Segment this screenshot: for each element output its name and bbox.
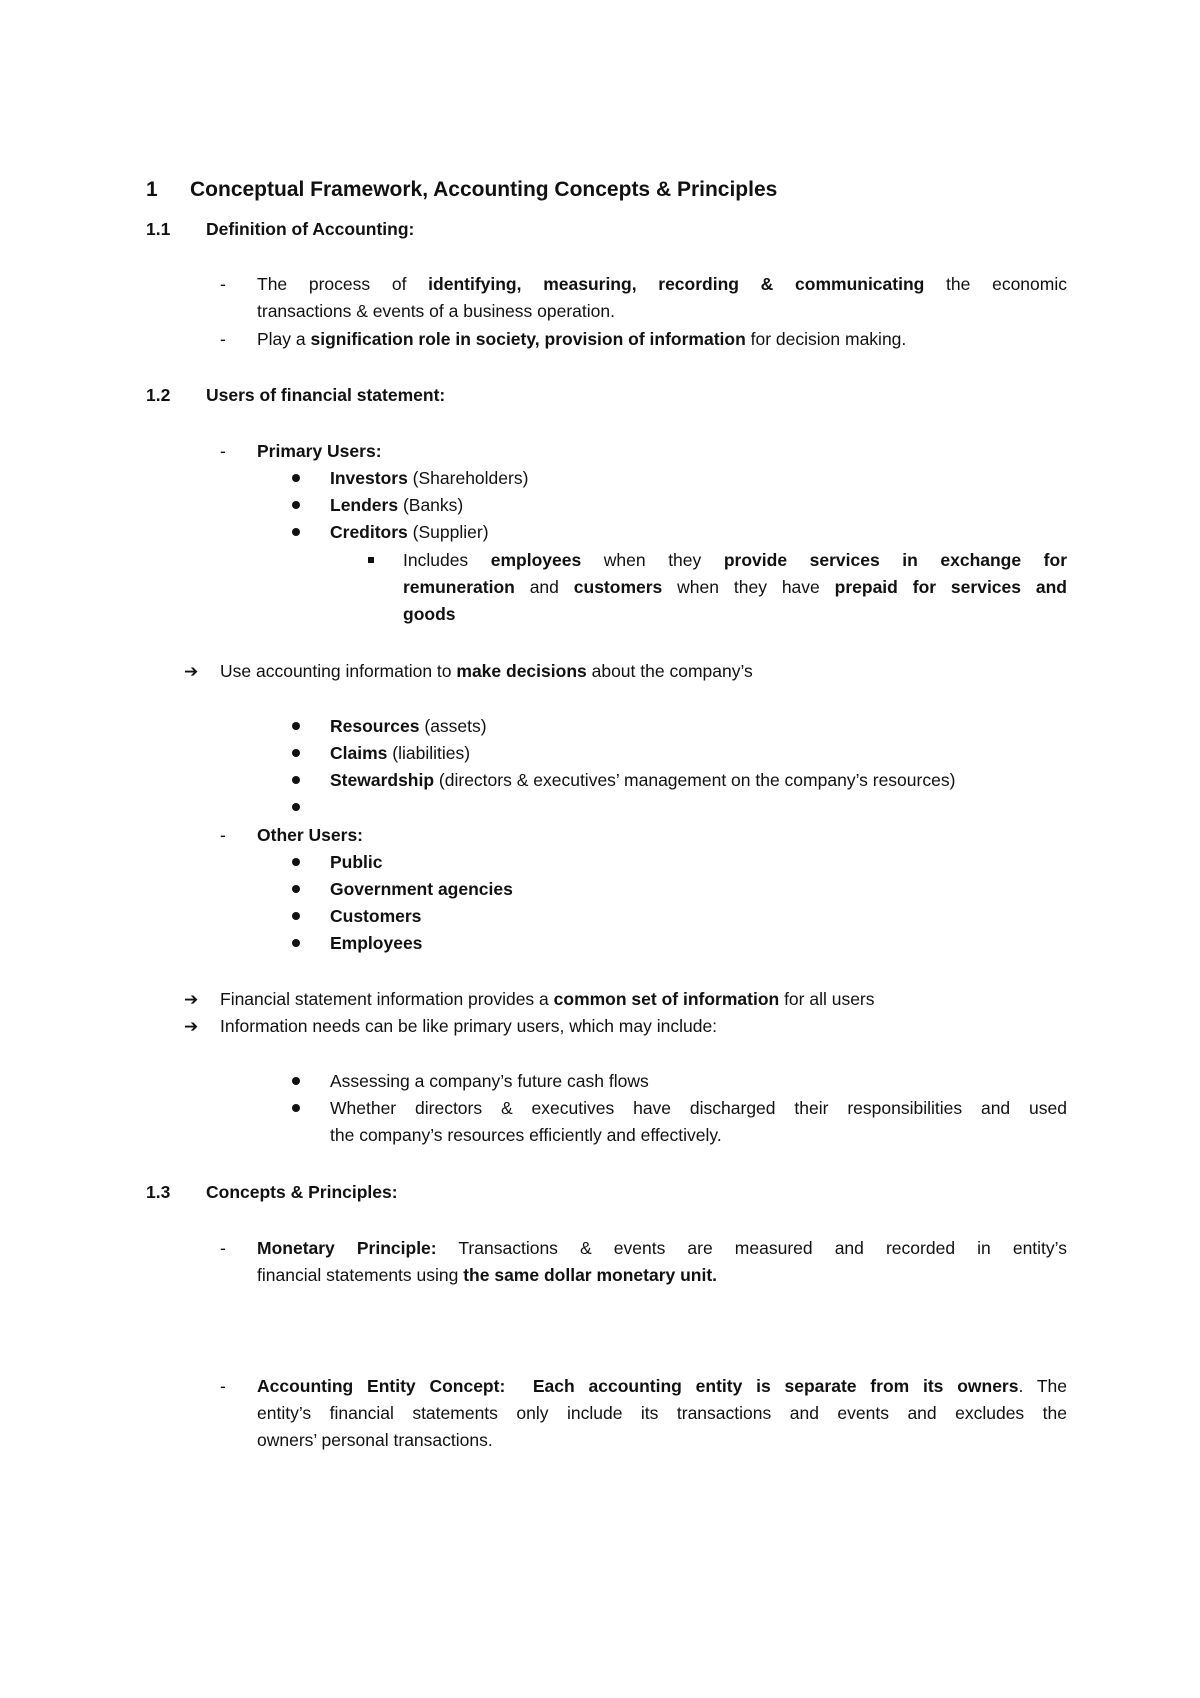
bullet-dot [292, 474, 300, 482]
subsection-title-1-2: Users of financial statement: [206, 385, 446, 405]
subsection-number: 1.1 [146, 219, 171, 239]
arrow-right-icon: ➔ [184, 662, 199, 681]
square-bullet [368, 557, 374, 563]
entity-line-3: owners’ personal transactions. [257, 1430, 493, 1450]
entity-line-1: Accounting Entity Concept: Each accounting entity is separate from its owners. The [257, 1376, 1067, 1396]
subsection-title-1-1: Definition of Accounting: [206, 219, 415, 239]
bullet-dot [292, 1104, 300, 1112]
monetary-line-1: Monetary Principle: Transactions & events are measured and recorded in entity’s [257, 1238, 1067, 1258]
bullet-dot [292, 1077, 300, 1085]
bullet-dot [292, 939, 300, 947]
section-number: 1 [146, 178, 158, 201]
bullet-dot [292, 749, 300, 757]
dash-bullet: - [220, 441, 226, 461]
definition-line-2: transactions & events of a business operation. [257, 301, 615, 321]
section-title: Conceptual Framework, Accounting Concepts & Principles [190, 178, 778, 201]
dash-bullet: - [220, 1376, 226, 1396]
primary-users-label: Primary Users: [257, 441, 382, 461]
dash-bullet: - [220, 825, 226, 845]
subitem-line-1: Includes employees when they provide services in exchange for [403, 550, 1067, 570]
dash-bullet: - [220, 329, 226, 349]
subsection-number-1-3: 1.3 [146, 1182, 171, 1202]
subsection-number-1-2: 1.2 [146, 385, 171, 405]
arrow-right-icon: ➔ [184, 990, 199, 1009]
dash-bullet: - [220, 1238, 226, 1258]
bullet-dot [292, 722, 300, 730]
arrow-right-icon: ➔ [184, 1017, 199, 1036]
definition-line-3: Play a signification role in society, provision of information for decision making. [257, 329, 907, 349]
monetary-line-2: financial statements using the same dollar monetary unit. [257, 1265, 718, 1285]
subsection-title-1-3: Concepts & Principles: [206, 1182, 398, 1202]
bullet-dot [292, 528, 300, 536]
bullet-dot [292, 501, 300, 509]
other-users-label: Other Users: [257, 825, 364, 845]
document-page: 1 Conceptual Framework, Accounting Concepts & Principles 1.1 Definition of Accounting: - The process of identifying, measuring, recording & communicating the economic transactions & events of a business operation. - Play a signification role in society, provision of information for decision making. 1.2 Users of financial statement: - Primary Users: Investors (Shareholders) Lenders (Banks) Creditors (Supplier) Includes employees when they provide services in exchange for remuneration and customers when they have prepaid for services and goods ➔ Use accounting information to make decisions about the company’s Resources (assets) Claims (liabilities) Stewardship (directors & executives’ management on the company’s resources) - Other Users: Public Government agencies Customers Employees ➔ Financial statement information provides a common set of information for all users ➔ Information needs can be like primary users, which may include: Assessing a company’s future cash flows Whether directors & executives have discharged their responsibilities and used the company’s resources efficiently and effectively. 1.3 Concepts & Principles: - Monetary Principle: Transactions & events are measured and recorded in entity’s financial statements using the same dollar monetary unit. - Accounting Entity Concept: Each accounting entity is separate from its owners. The entity’s financial statements only include its transactions and events and excludes the owners’ personal transactions. [0, 0, 1200, 1698]
subsection-heading-1-1 [146, 216, 170, 244]
bullet-dot [292, 858, 300, 866]
bullet-dot [292, 912, 300, 920]
entity-line-2: entity’s financial statements only include its transactions and events and excludes the [257, 1403, 1067, 1423]
dash-bullet: - [220, 274, 226, 294]
bullet-dot [292, 776, 300, 784]
subitem-line-2: remuneration and customers when they have prepaid for services and [403, 577, 1067, 597]
subitem-line-3: goods [403, 604, 456, 624]
definition-line-1: The process of identifying, measuring, recording & communicating the economic [257, 274, 1067, 294]
bullet-dot [292, 803, 300, 811]
bullet-dot [292, 885, 300, 893]
